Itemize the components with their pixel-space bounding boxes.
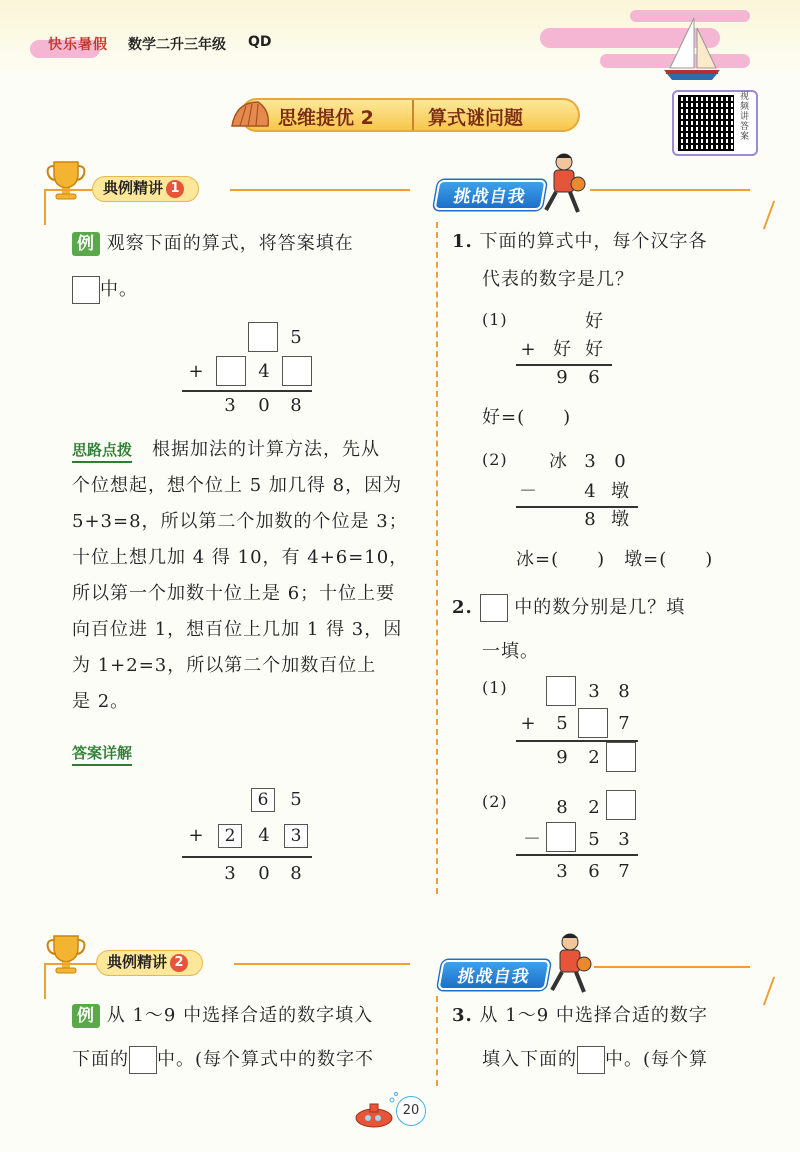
question-text: 中。(每个算 (605, 1049, 709, 1070)
question-text: 下面的算式中，每个汉字各 (479, 231, 708, 252)
section-line (44, 189, 92, 191)
filled-box: 3 (284, 824, 308, 848)
digit: 2 (588, 797, 600, 818)
book-series: 快乐暑假 (48, 37, 108, 53)
digit: 5 (290, 327, 302, 348)
digit: 9 (556, 747, 568, 768)
answer-blank[interactable] (129, 1046, 157, 1074)
blank-box[interactable] (248, 322, 278, 352)
char: 好 (553, 339, 571, 360)
example-2-line-2 (72, 1046, 374, 1074)
hint-line: 十位上想几加 4 得 10，有 4+6=10， (72, 547, 409, 568)
title-topic: 思维提优 2 (278, 107, 374, 129)
char: 墩 (611, 509, 629, 530)
submarine-icon (352, 1092, 400, 1132)
blank-box[interactable] (578, 708, 608, 738)
blank-box[interactable] (216, 356, 246, 386)
section-line (230, 189, 410, 191)
digit: 8 (584, 509, 596, 530)
operator: － (523, 829, 541, 850)
filled-box: 2 (218, 824, 242, 848)
sub-question-index: (1) (482, 310, 508, 329)
hint-line: 5+3=8，所以第二个加数的个位是 3； (72, 511, 408, 532)
section-number-badge: 1 (166, 180, 184, 198)
question-2-line-1 (452, 594, 685, 622)
digit: 2 (588, 747, 600, 768)
title-subtopic: 算式谜问题 (428, 107, 524, 129)
question-1-line-1 (452, 230, 708, 254)
operator: － (519, 481, 537, 502)
section-label-1 (92, 176, 199, 202)
digit: 8 (618, 681, 630, 702)
example-text: 中。(每个算式中的数字不 (157, 1049, 375, 1070)
basketball-player-icon (546, 930, 594, 1000)
example-text: 中。 (100, 279, 138, 300)
digit: 9 (556, 367, 568, 388)
digit: 3 (584, 451, 596, 472)
question-text: 中的数分别是几？填 (514, 597, 686, 618)
answer-label: 答案详解 (72, 742, 132, 766)
difference-line (516, 854, 638, 856)
shell-icon (228, 96, 274, 136)
question-2-line-2: 一填。 (482, 641, 539, 662)
sum-line (182, 390, 312, 392)
digit: 3 (556, 861, 568, 882)
example-2-line-1 (72, 1004, 373, 1028)
example-text: 从 1～9 中选择合适的数字填入 (106, 1005, 374, 1026)
operator: + (188, 825, 204, 846)
blank-box[interactable] (282, 356, 312, 386)
sub-question-index: (2) (482, 450, 508, 469)
hint-line: 个位想起，想个位上 5 加几得 8，因为 (72, 475, 403, 496)
digit: 0 (258, 863, 270, 884)
section-number-badge: 2 (170, 954, 188, 972)
qr-code-icon[interactable] (678, 95, 734, 151)
title-separator (412, 100, 414, 130)
example-text: 观察下面的算式，将答案填在 (106, 233, 354, 254)
question-number: 1. (452, 231, 473, 252)
answer-blank[interactable] (72, 276, 100, 304)
section-line (44, 963, 96, 965)
hint-label: 思路点拨 (72, 439, 132, 463)
digit: 3 (588, 681, 600, 702)
question-number: 3. (452, 1005, 473, 1026)
section-label-text: 典例精讲 (107, 953, 168, 971)
digit: 4 (258, 825, 270, 846)
digit: 5 (588, 829, 600, 850)
digit: 8 (556, 797, 568, 818)
blank-box[interactable] (606, 790, 636, 820)
challenge-label-2: 挑战自我 (437, 960, 550, 990)
hint-line: 是 2。 (72, 691, 130, 712)
page-number: 20 (396, 1096, 426, 1126)
challenge-label-1: 挑战自我 (433, 180, 546, 210)
trophy-icon (44, 932, 88, 976)
operator: + (188, 361, 204, 382)
digit: 5 (556, 713, 568, 734)
digit: 3 (618, 829, 630, 850)
section-line (44, 189, 46, 225)
section-label-text: 典例精讲 (103, 179, 164, 197)
question-1-line-2: 代表的数字是几？ (482, 269, 634, 290)
digit: 3 (224, 863, 236, 884)
section-label-2 (96, 950, 203, 976)
hint-line: 向百位进 1，想百位上几加 1 得 3，因 (72, 619, 403, 640)
book-edition: QD (248, 34, 272, 50)
section-line (44, 963, 46, 999)
hint-line: 所以第一个加数十位上是 6；十位上要 (72, 583, 396, 604)
example-1-line-1 (72, 232, 354, 256)
answer-blank[interactable] (577, 1046, 605, 1074)
operator: + (520, 339, 536, 360)
digit: 0 (614, 451, 626, 472)
section-line (594, 966, 750, 968)
sailboat-icon (660, 14, 724, 84)
example-1-line-2 (72, 276, 138, 304)
digit: 7 (618, 713, 630, 734)
section-line (763, 201, 775, 230)
example-text: 下面的 (72, 1049, 129, 1070)
digit: 8 (290, 395, 302, 416)
answer-blank[interactable] (480, 594, 508, 622)
operator: + (520, 713, 536, 734)
hint-line: 根据加法的计算方法，先从 (152, 439, 380, 460)
trophy-icon (44, 158, 88, 202)
book-subject: 数学二升三年级 (128, 37, 226, 53)
char: 好 (585, 339, 603, 360)
char: 墩 (611, 481, 629, 502)
sub-question-index: (2) (482, 792, 508, 811)
digit: 3 (224, 395, 236, 416)
basketball-player-icon (540, 150, 588, 220)
sum-line (182, 856, 312, 858)
blank-box[interactable] (606, 742, 636, 772)
question-number: 2. (452, 597, 473, 618)
digit: 0 (258, 395, 270, 416)
column-divider (436, 996, 438, 1086)
digit: 7 (618, 861, 630, 882)
section-line (763, 977, 775, 1006)
question-3-line-1 (452, 1004, 708, 1028)
blank-box[interactable] (546, 822, 576, 852)
answer-blank-line[interactable]: 好=( ) (482, 407, 572, 428)
answer-blank-line[interactable]: 冰=( ) 墩=( ) (516, 549, 714, 570)
column-divider (436, 222, 438, 894)
digit: 6 (588, 367, 600, 388)
digit: 4 (258, 361, 270, 382)
char: 好 (585, 311, 603, 332)
question-text: 填入下面的 (482, 1049, 577, 1070)
digit: 4 (584, 481, 596, 502)
example-tag: 例 (72, 232, 100, 256)
example-tag: 例 (72, 1004, 100, 1028)
hint-line: 为 1+2=3，所以第二个加数百位上 (72, 655, 377, 676)
section-line (234, 963, 410, 965)
question-3-line-2 (482, 1046, 708, 1074)
blank-box[interactable] (546, 676, 576, 706)
section-line (590, 189, 750, 191)
digit: 5 (290, 789, 302, 810)
question-text: 从 1～9 中选择合适的数字 (479, 1005, 708, 1026)
sub-question-index: (1) (482, 678, 508, 697)
qr-caption: 视频讲答案 (740, 92, 750, 142)
digit: 8 (290, 863, 302, 884)
digit: 6 (588, 861, 600, 882)
filled-box: 6 (251, 788, 275, 812)
char: 冰 (549, 451, 567, 472)
